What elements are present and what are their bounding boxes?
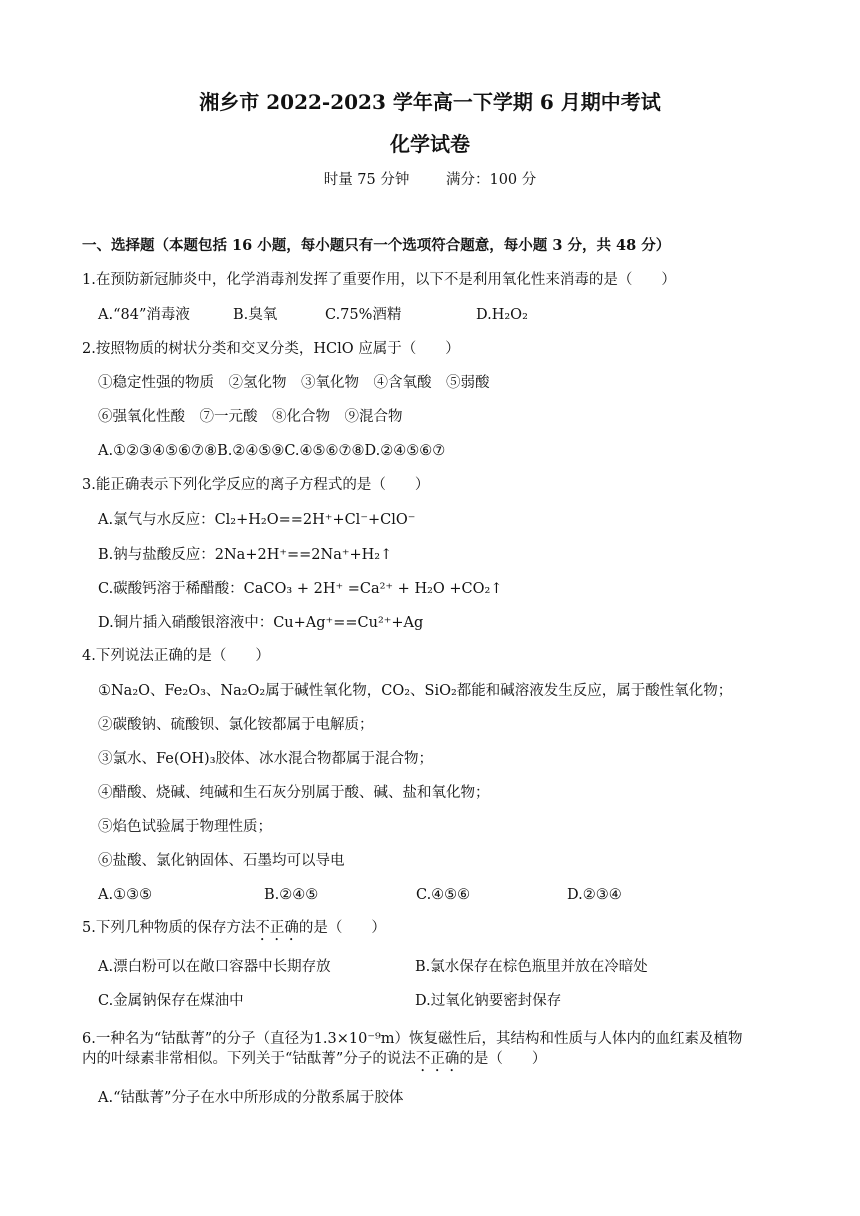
q5-stem-pre: 5.下列几种物质的保存方法 [82, 920, 256, 936]
q4-option-a: A.①③⑤ [98, 887, 153, 903]
q5-option-a: A.漂白粉可以在敞口容器中长期存放 [98, 959, 331, 975]
q4-statement-5: ⑤焰色试验属于物理性质； [98, 819, 272, 835]
q3-option-b: B.钠与盐酸反应：2Na+2H⁺==2Na⁺+H₂↑ [98, 547, 393, 563]
q1-option-c: C.75%酒精 [325, 307, 402, 323]
q6-stem-emphasis: 不正确 [415, 1051, 460, 1067]
exam-score: 满分：100 分 [445, 172, 537, 188]
q4-option-b: B.②④⑤ [264, 887, 319, 903]
exam-meta [0, 168, 860, 189]
q6-stem-pre: 内的叶绿素非常相似。下列关于“钴酞菁”分子的说法 [82, 1051, 416, 1067]
q5-stem-post: 的是（ ） [298, 920, 386, 936]
q4-statement-2: ②碳酸钠、硫酸钡、氯化铵都属于电解质； [98, 717, 374, 733]
exam-title: 湘乡市 2022-2023 学年高一下学期 6 月期中考试 [199, 90, 661, 114]
q4-statement-1: ①Na₂O、Fe₂O₃、Na₂O₂属于碱性氧化物，CO₂、SiO₂都能和碱溶液发生反应，属于酸性氧化物； [98, 683, 733, 699]
q1-option-a: A.“84”消毒液 [98, 307, 190, 323]
q4-statement-4: ④醋酸、烧碱、纯碱和生石灰分别属于酸、碱、盐和氧化物； [98, 785, 490, 801]
exam-time: 时量 75 分钟 [323, 172, 410, 188]
q2-list-line2: ⑥强氧化性酸 ⑦一元酸 ⑧化合物 ⑨混合物 [98, 409, 403, 425]
q2-list-line1: ①稳定性强的物质 ②氢化物 ③氧化物 ④含氧酸 ⑤弱酸 [98, 375, 490, 391]
q6-stem-line1: 6.一种名为“钴酞菁”的分子（直径为1.3×10⁻⁹m）恢复磁性后，其结构和性质与人体内的血红素及植物 [82, 1031, 743, 1047]
q3-option-d: D.铜片插入硝酸银溶液中：Cu+Ag⁺==Cu²⁺+Ag [98, 615, 424, 631]
q1-option-d: D.H₂O₂ [476, 307, 528, 323]
q5-option-c: C.金属钠保存在煤油中 [98, 993, 244, 1009]
q6-stem-post: 的是（ ） [459, 1051, 547, 1067]
exam-subtitle: 化学试卷 [390, 132, 470, 156]
q2-options: A.①②③④⑤⑥⑦⑧B.②④⑤⑨C.④⑤⑥⑦⑧D.②④⑤⑥⑦ [98, 443, 446, 459]
q5-option-d: D.过氧化钠要密封保存 [415, 993, 562, 1009]
q1-option-b: B.臭氧 [233, 307, 278, 323]
q5-option-b: B.氯水保存在棕色瓶里并放在冷暗处 [415, 959, 648, 975]
q3-option-a: A.氯气与水反应：Cl₂+H₂O==2H⁺+Cl⁻+ClO⁻ [98, 512, 416, 528]
q3-stem: 3.能正确表示下列化学反应的离子方程式的是（ ） [82, 477, 430, 493]
q5-stem [82, 918, 386, 944]
q1-stem: 1.在预防新冠肺炎中，化学消毒剂发挥了重要作用，以下不是利用氧化性来消毒的是（ ） [82, 272, 676, 288]
q6-stem-line2 [82, 1049, 546, 1075]
q6-option-a: A.“钴酞菁”分子在水中所形成的分散系属于胶体 [98, 1090, 404, 1106]
q4-statement-3: ③氯水、Fe(OH)₃胶体、冰水混合物都属于混合物； [98, 751, 434, 767]
q3-option-c: C.碳酸钙溶于稀醋酸：CaCO₃ + 2H⁺ =Ca²⁺ + H₂O +CO₂↑ [98, 581, 503, 597]
q2-stem: 2.按照物质的树状分类和交叉分类，HClO 应属于（ ） [82, 341, 460, 357]
q4-option-d: D.②③④ [567, 887, 622, 903]
q4-statement-6: ⑥盐酸、氯化钠固体、石墨均可以导电 [98, 853, 345, 869]
q5-stem-emphasis: 不正确 [255, 920, 299, 936]
q4-option-c: C.④⑤⑥ [416, 887, 471, 903]
q4-stem: 4.下列说法正确的是（ ） [82, 648, 270, 664]
section-heading: 一、选择题（本题包括 16 小题，每小题只有一个选项符合题意，每小题 3 分，共 48 分） [82, 237, 671, 254]
